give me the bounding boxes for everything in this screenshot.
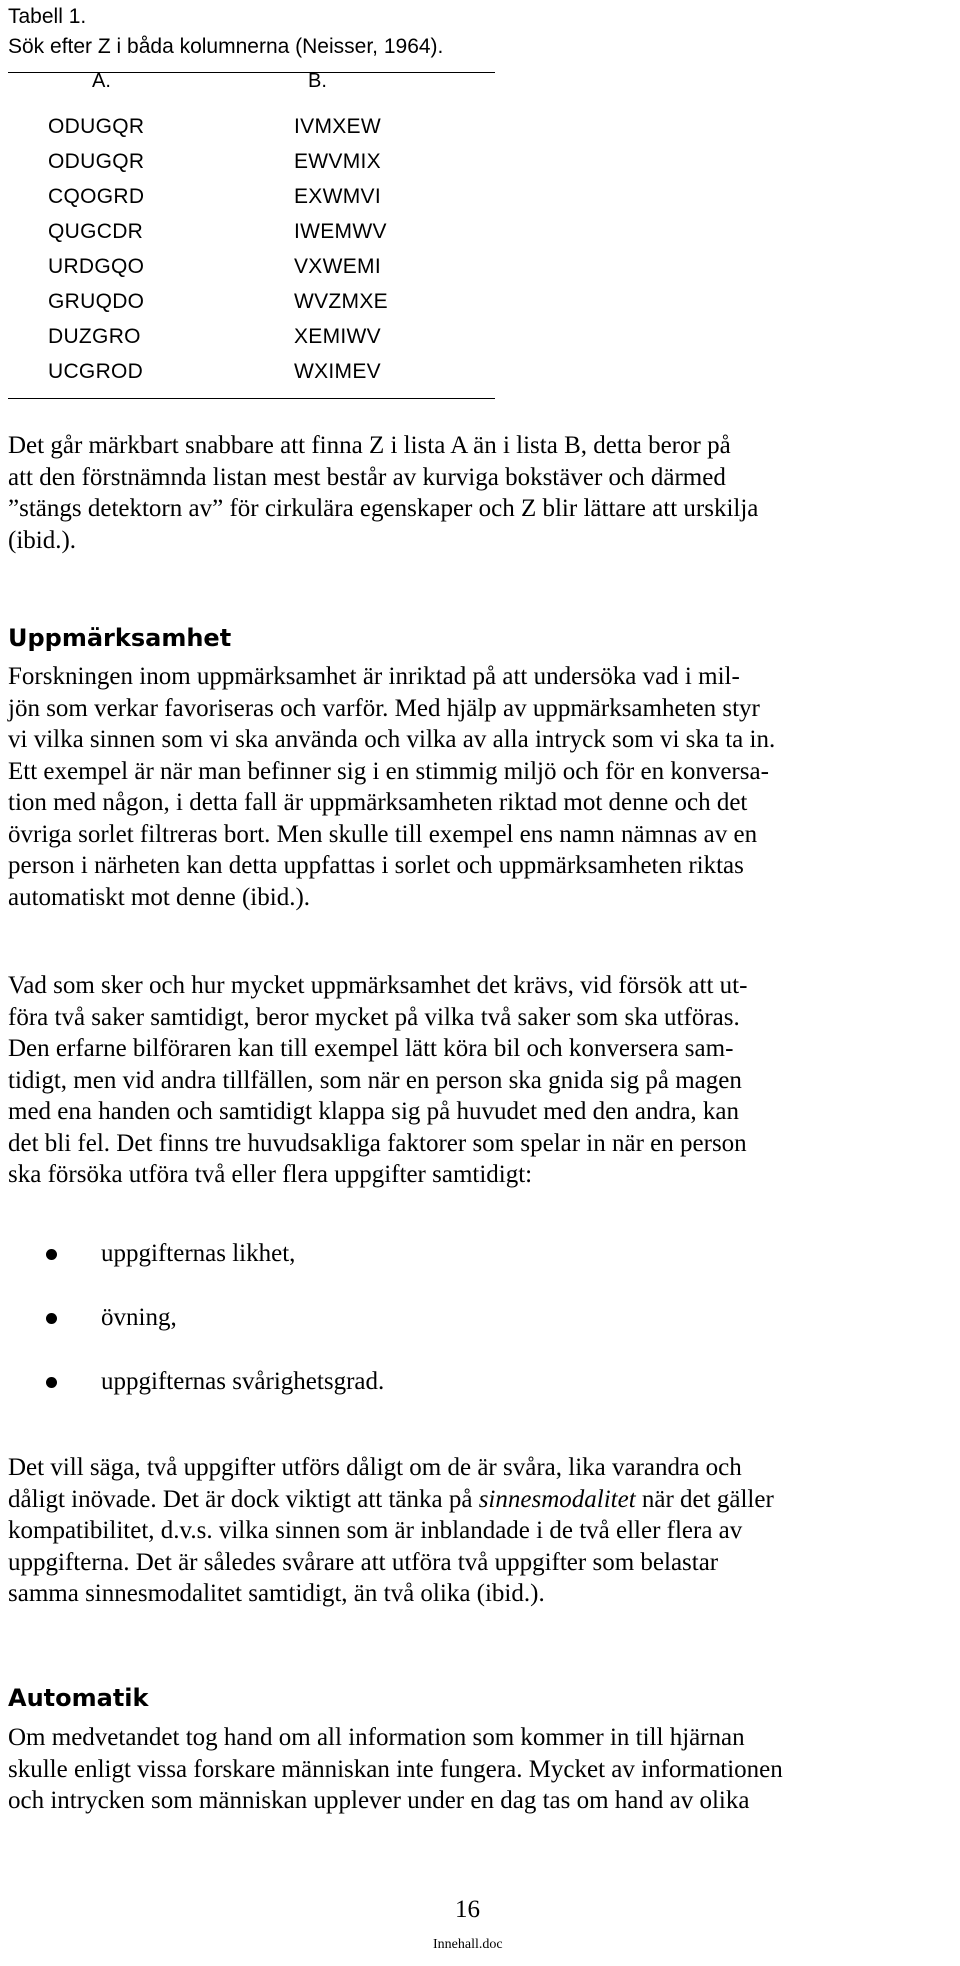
column-a-header: A. bbox=[92, 70, 111, 92]
paragraph-modality bbox=[8, 1452, 948, 1610]
table-cell: WVZMXE bbox=[294, 290, 388, 313]
paragraph-attention-research: Forskningen inom uppmärksamhet är inriktad på att undersöka vad i mil- jön som verkar favoriseras och varför. Med hjälp av uppmärksamheten styr vi vilka sinnen som vi ska använda och vilka av alla intryck som vi ska ta in. Ett exempel är när man befinner sig i en stimmig miljö och för en konversa- tion med någon, i detta fall är uppmärksamheten riktad mot denne och det övriga sorlet filtreras bort. Men skulle till exempel ens namn nämnas av en person i närheten kan detta uppfattas i sorlet och uppmärksamheten riktas automatiskt mot denne (ibid.). bbox=[8, 663, 776, 911]
list-item-text: övning, bbox=[101, 1304, 177, 1331]
table-cell: IVMXEW bbox=[294, 115, 381, 138]
italic-term: sinnesmodalitet bbox=[478, 1485, 636, 1513]
table-cell: EXWMVI bbox=[294, 185, 381, 208]
table-cell: GRUQDO bbox=[48, 290, 145, 313]
table-cell: URDGQO bbox=[48, 255, 145, 278]
list-item-text: uppgifternas svårighetsgrad. bbox=[101, 1368, 385, 1395]
paragraph-modality-part2: när det gäller kompatibilitet, d.v.s. vilka sinnen som är inblandade i de två eller flera av uppgifterna. Det är således svårare att utföra två uppgifter som belastar samma sinnesmodalitet samtidigt, än två olika (ibid.). bbox=[8, 1485, 774, 1607]
table-caption bbox=[8, 2, 443, 62]
page-number: 16 bbox=[455, 1896, 480, 1923]
heading-uppmarksamhet: Uppmärksamhet bbox=[8, 624, 232, 652]
paragraph-automatik: Om medvetandet tog hand om all information som kommer in till hjärnan skulle enligt vissa forskare människan inte fungera. Mycket av informationen och intrycken som människan upplever under en dag tas om hand av olika bbox=[8, 1724, 783, 1814]
table-cell: VXWEMI bbox=[294, 255, 381, 278]
bullet-icon bbox=[46, 1249, 57, 1260]
column-b bbox=[294, 109, 388, 389]
table-cell: ODUGQR bbox=[48, 150, 145, 173]
table-cell: EWVMIX bbox=[294, 150, 381, 173]
table-cell: ODUGQR bbox=[48, 115, 145, 138]
table-cell: QUGCDR bbox=[48, 220, 144, 243]
table-cell: CQOGRD bbox=[48, 185, 145, 208]
table-cell: XEMIWV bbox=[294, 325, 381, 348]
table-cell: WXIMEV bbox=[294, 360, 381, 383]
bullet-icon bbox=[46, 1377, 57, 1388]
table-cell: UCGROD bbox=[48, 360, 144, 383]
bullet-icon bbox=[46, 1313, 57, 1324]
footer-file-name: Innehall.doc bbox=[433, 1937, 503, 1952]
table-caption-description: Sök efter Z i båda kolumnerna (Neisser, 1964). bbox=[8, 35, 444, 58]
column-b-header: B. bbox=[308, 70, 327, 92]
table-top-rule bbox=[8, 72, 495, 73]
column-a bbox=[48, 109, 144, 389]
paragraph-modality-part1: Det vill säga, två uppgifter utförs dåligt om de är svåra, lika varandra och dåligt inövade. Det är dock viktigt att tänka på bbox=[8, 1454, 742, 1513]
list-item-text: uppgifternas likhet, bbox=[101, 1240, 296, 1267]
table-cell: IWEMWV bbox=[294, 220, 387, 243]
paragraph-neisser-result: Det går märkbart snabbare att finna Z i lista A än i lista B, detta beror på att den förstnämnda listan mest består av kurviga bokstäver och därmed ”stängs detektorn av” för cirkulära egenskaper och Z blir lättare att urskilja (ibid.). bbox=[8, 432, 759, 554]
table-bottom-rule bbox=[8, 398, 495, 399]
table-cell: DUZGRO bbox=[48, 325, 141, 348]
table-caption-title: Tabell 1. bbox=[8, 5, 87, 28]
paragraph-dual-task: Vad som sker och hur mycket uppmärksamhet det krävs, vid försök att ut- föra två saker samtidigt, beror mycket på vilka två saker som ska utföras. Den erfarne bilföraren kan till exempel lätt köra bil och konversera sam- tidigt, men vid andra tillfällen, som när en person ska gnida sig på magen med ena handen och samtidigt klappa sig på huvudet med den andra, kan det bli fel. Det finns tre huvudsakliga faktorer som spelar in när en person ska försöka utföra två eller flera uppgifter samtidigt: bbox=[8, 972, 748, 1188]
heading-automatik: Automatik bbox=[8, 1684, 149, 1712]
